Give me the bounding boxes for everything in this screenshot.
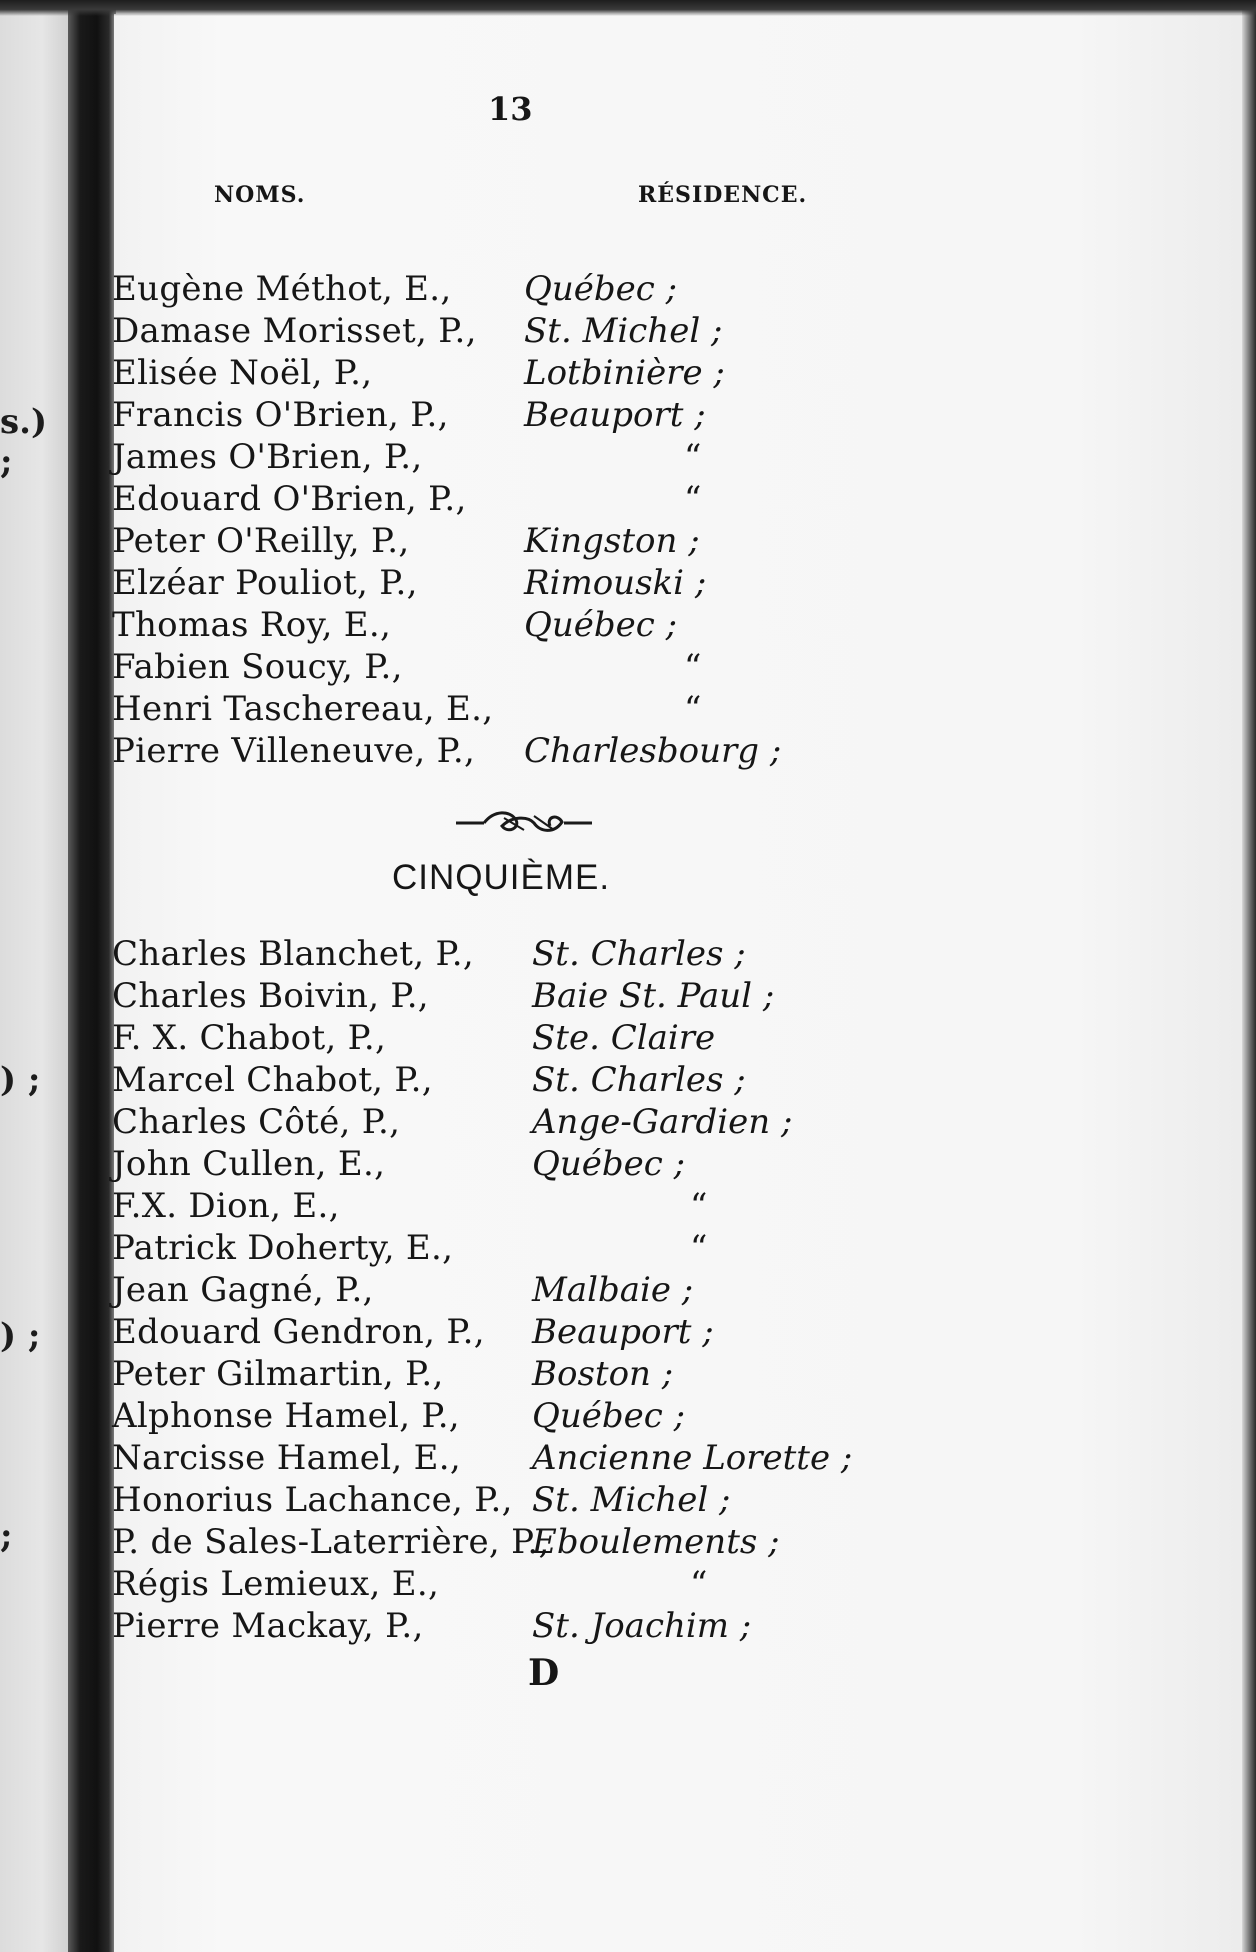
entry-name: Fabien Soucy, P., <box>112 647 403 687</box>
list-item <box>112 604 1112 646</box>
section-title: CINQUIÈME. <box>392 858 611 897</box>
entry-residence: St. Michel ; <box>532 1480 731 1520</box>
entry-residence: Boston ; <box>532 1354 674 1394</box>
list-item <box>112 730 1112 772</box>
entry-residence: Beauport ; <box>524 395 706 435</box>
list-item <box>112 1521 1112 1563</box>
entry-name: Jean Gagné, P., <box>112 1270 374 1310</box>
entry-residence: Charlesbourg ; <box>524 731 782 771</box>
entry-residence: St. Michel ; <box>524 311 723 351</box>
entry-name: Edouard O'Brien, P., <box>112 479 467 519</box>
entry-name: Charles Blanchet, P., <box>112 934 474 974</box>
entry-name: Pierre Villeneuve, P., <box>112 731 476 771</box>
list-item <box>112 1185 1112 1227</box>
entry-name: Honorius Lachance, P., <box>112 1480 513 1520</box>
signature-mark: D <box>528 1652 560 1694</box>
list-item <box>112 975 1112 1017</box>
page-edge-shadow <box>1242 0 1256 1952</box>
ornament-divider-icon <box>454 808 594 838</box>
prev-page-fragment: ) ; <box>0 1316 41 1356</box>
top-edge-shadow <box>0 0 1256 16</box>
list-item <box>112 1563 1112 1605</box>
previous-page-edge <box>0 0 70 1952</box>
entry-name: John Cullen, E., <box>112 1144 386 1184</box>
entry-residence: Ste. Claire <box>532 1018 716 1058</box>
prev-page-fragment: ; <box>0 1516 13 1556</box>
names-column-header: NOMS. <box>214 182 306 208</box>
entry-name: Charles Côté, P., <box>112 1102 401 1142</box>
entry-name: Marcel Chabot, P., <box>112 1060 433 1100</box>
list-item <box>112 394 1112 436</box>
entry-residence: Ange-Gardien ; <box>532 1102 793 1142</box>
book-gutter <box>68 0 116 1952</box>
entry-name: Elzéar Pouliot, P., <box>112 563 418 603</box>
entry-name: Thomas Roy, E., <box>112 605 392 645</box>
entry-name: Peter Gilmartin, P., <box>112 1354 444 1394</box>
entry-name: Peter O'Reilly, P., <box>112 521 410 561</box>
entry-residence: St. Charles ; <box>532 934 746 974</box>
list-item <box>112 688 1112 730</box>
list-item <box>112 1269 1112 1311</box>
entry-name: Francis O'Brien, P., <box>112 395 449 435</box>
entry-residence: Rimouski ; <box>524 563 707 603</box>
entry-name: Damase Morisset, P., <box>112 311 477 351</box>
entry-residence: Québec ; <box>532 1144 686 1184</box>
entry-name: Edouard Gendron, P., <box>112 1312 485 1352</box>
entry-residence: Baie St. Paul ; <box>532 976 775 1016</box>
entry-name: Narcisse Hamel, E., <box>112 1438 461 1478</box>
list-item <box>112 436 1112 478</box>
list-item <box>112 1059 1112 1101</box>
list-item <box>112 562 1112 604</box>
list-item <box>112 646 1112 688</box>
entry-residence: Beauport ; <box>532 1312 714 1352</box>
prev-page-fragment: s.) ; <box>0 402 48 482</box>
entry-name: Patrick Doherty, E., <box>112 1228 454 1268</box>
list-item <box>112 1437 1112 1479</box>
entry-name: Elisée Noël, P., <box>112 353 373 393</box>
entry-residence: St. Charles ; <box>532 1060 746 1100</box>
list-item <box>112 1227 1112 1269</box>
ditto-mark: “ <box>684 437 702 477</box>
list-item <box>112 1605 1112 1647</box>
entry-name: Henri Taschereau, E., <box>112 689 494 729</box>
list-item <box>112 520 1112 562</box>
list-item <box>112 478 1112 520</box>
list-item <box>112 1143 1112 1185</box>
list-item <box>112 1101 1112 1143</box>
ditto-mark: “ <box>690 1186 708 1226</box>
entry-name: Alphonse Hamel, P., <box>112 1396 460 1436</box>
list-item <box>112 268 1112 310</box>
list-item <box>112 352 1112 394</box>
entry-residence: Québec ; <box>524 605 678 645</box>
ditto-mark: “ <box>690 1564 708 1604</box>
ditto-mark: “ <box>684 689 702 729</box>
list-item <box>112 1353 1112 1395</box>
entry-name: Charles Boivin, P., <box>112 976 429 1016</box>
entry-name: F. X. Chabot, P., <box>112 1018 387 1058</box>
ditto-mark: “ <box>684 479 702 519</box>
residence-column-header: RÉSIDENCE. <box>638 182 808 208</box>
entry-residence: Eboulements ; <box>532 1522 780 1562</box>
entry-residence: Kingston ; <box>524 521 700 561</box>
entry-name: Eugène Méthot, E., <box>112 269 452 309</box>
list-item <box>112 1479 1112 1521</box>
entry-residence: Québec ; <box>532 1396 686 1436</box>
list-item <box>112 1017 1112 1059</box>
entry-name: Pierre Mackay, P., <box>112 1606 424 1646</box>
entry-name: Régis Lemieux, E., <box>112 1564 440 1604</box>
list-item <box>112 310 1112 352</box>
list-item <box>112 1311 1112 1353</box>
page-number: 13 <box>488 90 533 128</box>
entry-residence: St. Joachim ; <box>532 1606 752 1646</box>
entry-residence: Lotbinière ; <box>524 353 725 393</box>
entry-residence: Malbaie ; <box>532 1270 694 1310</box>
entry-name: F.X. Dion, E., <box>112 1186 340 1226</box>
ditto-mark: “ <box>684 647 702 687</box>
entry-name: P. de Sales-Laterrière, P., <box>112 1522 550 1562</box>
list-item <box>112 1395 1112 1437</box>
entry-name: James O'Brien, P., <box>112 437 423 477</box>
list-item <box>112 933 1112 975</box>
prev-page-fragment: ) ; <box>0 1060 41 1100</box>
ditto-mark: “ <box>690 1228 708 1268</box>
entry-residence: Québec ; <box>524 269 678 309</box>
entry-residence: Ancienne Lorette ; <box>532 1438 853 1478</box>
